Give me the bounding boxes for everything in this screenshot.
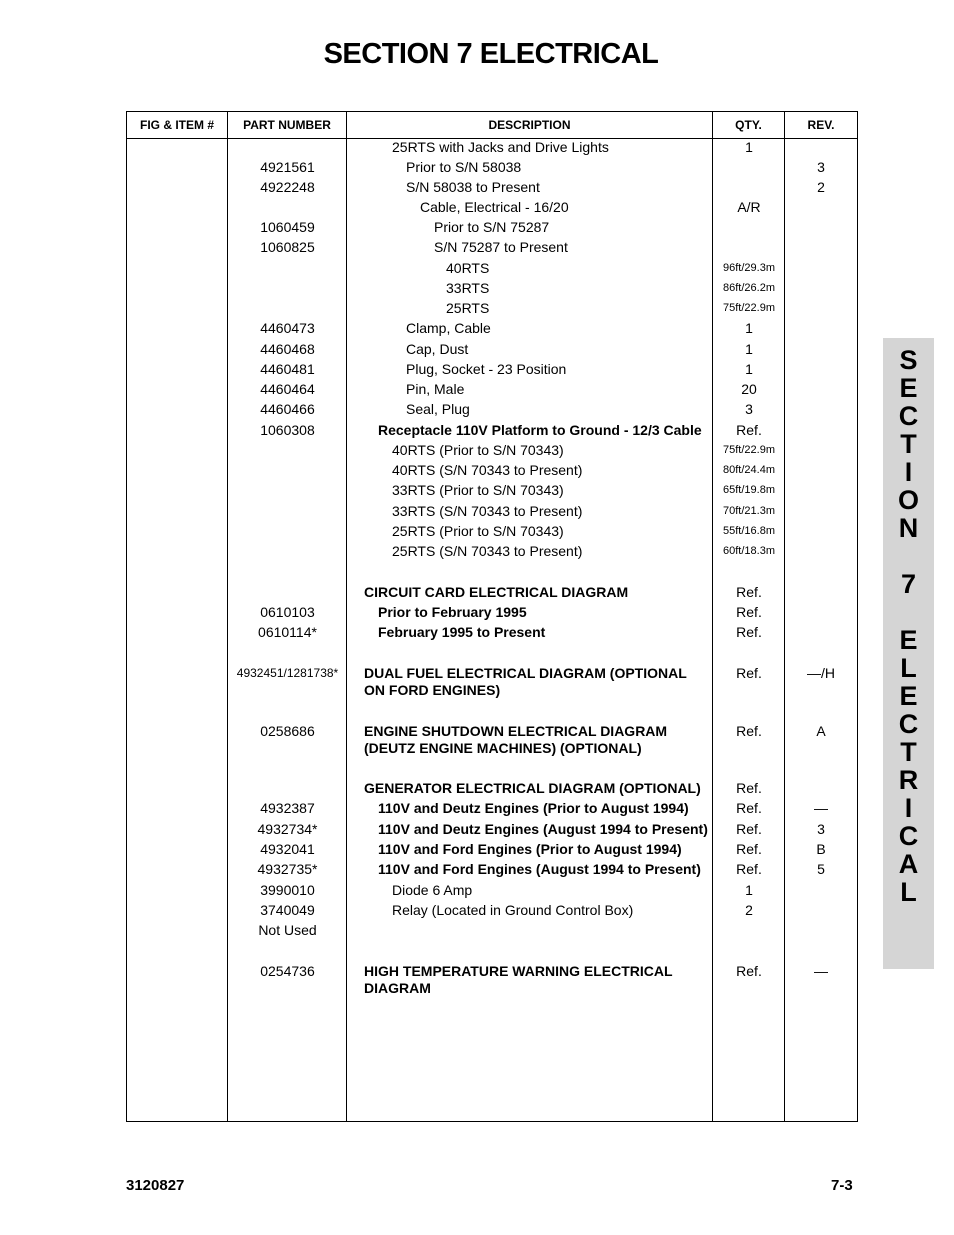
description-cell bbox=[446, 260, 857, 277]
part-number-cell: 0610103 bbox=[260, 604, 315, 620]
header-rev: REV. bbox=[807, 118, 835, 132]
qty-cell: 1 bbox=[745, 320, 753, 336]
section-tab-letter: I bbox=[904, 457, 913, 487]
description-line: 40RTS bbox=[446, 260, 490, 276]
part-number-cell: 4460481 bbox=[260, 361, 315, 377]
part-number-cell: 0610114* bbox=[258, 624, 317, 640]
description-line: February 1995 to Present bbox=[378, 624, 546, 640]
part-number-cell: 3740049 bbox=[260, 902, 315, 918]
section-tab-letter: T bbox=[900, 737, 917, 767]
page-number: 7-3 bbox=[831, 1177, 853, 1194]
description-cell bbox=[446, 280, 857, 297]
header-part-number: PART NUMBER bbox=[243, 118, 331, 132]
header-qty: QTY. bbox=[735, 118, 762, 132]
description-line: Cap, Dust bbox=[406, 341, 469, 357]
description-cell bbox=[406, 401, 857, 418]
description-cell bbox=[392, 462, 857, 479]
header-fig-item: FIG & ITEM # bbox=[139, 118, 214, 132]
rev-cell: B bbox=[816, 841, 826, 857]
part-number-cell: 4932735* bbox=[257, 861, 318, 877]
description-line: GENERATOR ELECTRICAL DIAGRAM (OPTIONAL) bbox=[364, 780, 701, 796]
part-number-cell: 4922248 bbox=[260, 179, 315, 195]
description-line: 40RTS (S/N 70343 to Present) bbox=[392, 462, 583, 478]
description-cell bbox=[392, 442, 857, 459]
section-tab-letter: E bbox=[899, 373, 918, 403]
section-tab-letter: N bbox=[898, 513, 919, 543]
description-line: 40RTS (Prior to S/N 70343) bbox=[392, 442, 564, 458]
description-cell bbox=[392, 543, 857, 560]
section-tab-letter: C bbox=[898, 401, 919, 431]
qty-cell: 1 bbox=[745, 341, 753, 357]
page-title: SECTION 7 ELECTRICAL bbox=[323, 38, 659, 70]
section-tab-letter: C bbox=[898, 709, 919, 739]
part-number-cell: 4921561 bbox=[260, 159, 315, 175]
description-line: 33RTS bbox=[446, 280, 490, 296]
section-tab bbox=[883, 338, 934, 969]
rev-cell: 3 bbox=[817, 821, 825, 837]
description-line: 25RTS (Prior to S/N 70343) bbox=[392, 523, 564, 539]
description-line: Pin, Male bbox=[406, 381, 465, 397]
part-number-cell: 4460468 bbox=[260, 341, 315, 357]
part-number-cell: 4932041 bbox=[260, 841, 315, 857]
section-tab-letter: C bbox=[898, 821, 919, 851]
description-line: Receptacle 110V Platform to Ground - 12/3 Cable bbox=[378, 422, 702, 438]
description-line: 110V and Deutz Engines (August 1994 to Present) bbox=[378, 821, 708, 837]
qty-cell: 80ft/24.4m bbox=[723, 464, 775, 476]
section-tab-letter: R bbox=[898, 765, 919, 795]
section-tab-letter: T bbox=[900, 429, 917, 459]
document-number: 3120827 bbox=[126, 1177, 185, 1194]
section-tab-letter: S bbox=[899, 345, 918, 375]
section-tab-letter: A bbox=[898, 849, 919, 879]
description-cell bbox=[392, 902, 857, 919]
description-cell bbox=[406, 341, 857, 358]
description-line: HIGH TEMPERATURE WARNING ELECTRICAL bbox=[364, 963, 673, 979]
qty-cell: Ref. bbox=[736, 821, 762, 837]
part-number-cell: 4460466 bbox=[260, 401, 315, 417]
description-cell bbox=[420, 199, 857, 216]
qty-cell: 75ft/22.9m bbox=[723, 302, 775, 314]
description-cell bbox=[392, 882, 857, 899]
qty-cell: 65ft/19.8m bbox=[723, 484, 775, 496]
qty-cell: Ref. bbox=[736, 800, 762, 816]
section-tab-letter: O bbox=[897, 485, 919, 515]
section-tab-letter bbox=[883, 598, 934, 626]
part-number-cell: 4460464 bbox=[260, 381, 315, 397]
qty-cell: 1 bbox=[745, 882, 753, 898]
part-number-cell: 3990010 bbox=[260, 882, 315, 898]
section-tab-letter bbox=[883, 542, 934, 570]
description-line: Prior to February 1995 bbox=[378, 604, 527, 620]
qty-cell: 1 bbox=[745, 139, 753, 155]
qty-cell: Ref. bbox=[736, 604, 762, 620]
description-line: 110V and Deutz Engines (Prior to August 1994) bbox=[378, 800, 689, 816]
part-number-cell: 4932734* bbox=[257, 821, 318, 837]
part-number-cell: 4932451/1281738* bbox=[236, 666, 339, 680]
qty-cell: 60ft/18.3m bbox=[723, 545, 775, 557]
qty-cell: Ref. bbox=[736, 584, 762, 600]
description-cell bbox=[434, 239, 857, 256]
qty-cell: 1 bbox=[745, 361, 753, 377]
description-cell bbox=[392, 139, 857, 156]
rev-cell: — bbox=[814, 800, 828, 816]
description-line: 33RTS (Prior to S/N 70343) bbox=[392, 482, 564, 498]
description-line: S/N 58038 to Present bbox=[406, 179, 540, 195]
description-line: Relay (Located in Ground Control Box) bbox=[392, 902, 634, 918]
description-cell bbox=[406, 320, 857, 337]
section-tab-letter: L bbox=[900, 653, 917, 683]
part-number-cell: 0254736 bbox=[260, 963, 315, 979]
part-number-cell: 0258686 bbox=[260, 723, 315, 739]
description-line: ON FORD ENGINES) bbox=[364, 682, 501, 698]
description-line: CIRCUIT CARD ELECTRICAL DIAGRAM bbox=[364, 584, 629, 600]
description-line: DUAL FUEL ELECTRICAL DIAGRAM (OPTIONAL bbox=[364, 665, 687, 681]
description-cell bbox=[378, 422, 857, 439]
qty-cell: 2 bbox=[745, 902, 753, 918]
rev-cell: 3 bbox=[817, 159, 825, 175]
part-number-cell: 4460473 bbox=[260, 320, 315, 336]
qty-cell: 20 bbox=[741, 381, 757, 397]
description-line: Prior to S/N 75287 bbox=[434, 219, 550, 235]
qty-cell: 70ft/21.3m bbox=[723, 505, 775, 517]
qty-cell: 75ft/22.9m bbox=[723, 444, 775, 456]
parts-table bbox=[126, 111, 858, 1122]
qty-cell: Ref. bbox=[736, 780, 762, 796]
description-line: 110V and Ford Engines (Prior to August 1994) bbox=[378, 841, 682, 857]
section-tab-letter: L bbox=[900, 877, 917, 907]
part-number-cell: 1060825 bbox=[260, 239, 315, 255]
description-line: Cable, Electrical - 16/20 bbox=[420, 199, 569, 215]
section-tab-letter: 7 bbox=[900, 569, 917, 599]
rev-cell: A bbox=[816, 723, 826, 739]
description-line: ENGINE SHUTDOWN ELECTRICAL DIAGRAM bbox=[364, 723, 668, 739]
description-line: Plug, Socket - 23 Position bbox=[406, 361, 567, 377]
description-cell bbox=[392, 482, 857, 499]
qty-cell: Ref. bbox=[736, 624, 762, 640]
section-tab-letter: E bbox=[899, 681, 918, 711]
qty-cell: Ref. bbox=[736, 665, 762, 681]
description-cell bbox=[446, 300, 857, 317]
description-line: Prior to S/N 58038 bbox=[406, 159, 522, 175]
qty-cell: Ref. bbox=[736, 723, 762, 739]
part-number-cell: 4932387 bbox=[260, 800, 315, 816]
rev-cell: —/H bbox=[807, 665, 835, 681]
description-cell bbox=[406, 381, 857, 398]
header-description: DESCRIPTION bbox=[488, 118, 571, 132]
qty-cell: 3 bbox=[745, 401, 753, 417]
qty-cell: 96ft/29.3m bbox=[723, 262, 775, 274]
qty-cell: Ref. bbox=[736, 841, 762, 857]
section-tab-letter: I bbox=[904, 793, 913, 823]
qty-cell: Ref. bbox=[736, 861, 762, 877]
description-cell bbox=[434, 219, 857, 236]
qty-cell: 55ft/16.8m bbox=[723, 525, 775, 537]
qty-cell: Ref. bbox=[736, 963, 762, 979]
table-body bbox=[127, 112, 857, 1121]
rev-cell: — bbox=[814, 963, 828, 979]
qty-cell: Ref. bbox=[736, 422, 762, 438]
part-number-cell: 1060459 bbox=[260, 219, 315, 235]
part-number-cell: 1060308 bbox=[260, 422, 315, 438]
rev-cell: 5 bbox=[817, 861, 825, 877]
description-line: 110V and Ford Engines (August 1994 to Present) bbox=[378, 861, 701, 877]
description-cell bbox=[378, 624, 857, 641]
description-line: S/N 75287 to Present bbox=[434, 239, 568, 255]
description-cell bbox=[392, 523, 857, 540]
section-tab-letter: E bbox=[899, 625, 918, 655]
description-line: 25RTS with Jacks and Drive Lights bbox=[392, 139, 609, 155]
description-line: 33RTS (S/N 70343 to Present) bbox=[392, 503, 583, 519]
rev-cell: 2 bbox=[817, 179, 825, 195]
description-line: Clamp, Cable bbox=[406, 320, 491, 336]
description-cell bbox=[406, 361, 857, 378]
description-line: 25RTS (S/N 70343 to Present) bbox=[392, 543, 583, 559]
description-line: DIAGRAM bbox=[364, 980, 431, 996]
part-number-cell: Not Used bbox=[258, 922, 317, 938]
description-line: (DEUTZ ENGINE MACHINES) (OPTIONAL) bbox=[364, 740, 642, 756]
description-cell bbox=[378, 604, 857, 621]
description-cell bbox=[392, 503, 857, 520]
description-line: Seal, Plug bbox=[406, 401, 470, 417]
description-line: Diode 6 Amp bbox=[392, 882, 473, 898]
qty-cell: A/R bbox=[737, 199, 761, 215]
section-tab-label bbox=[883, 346, 934, 906]
qty-cell: 86ft/26.2m bbox=[723, 282, 775, 294]
description-line: 25RTS bbox=[446, 300, 490, 316]
